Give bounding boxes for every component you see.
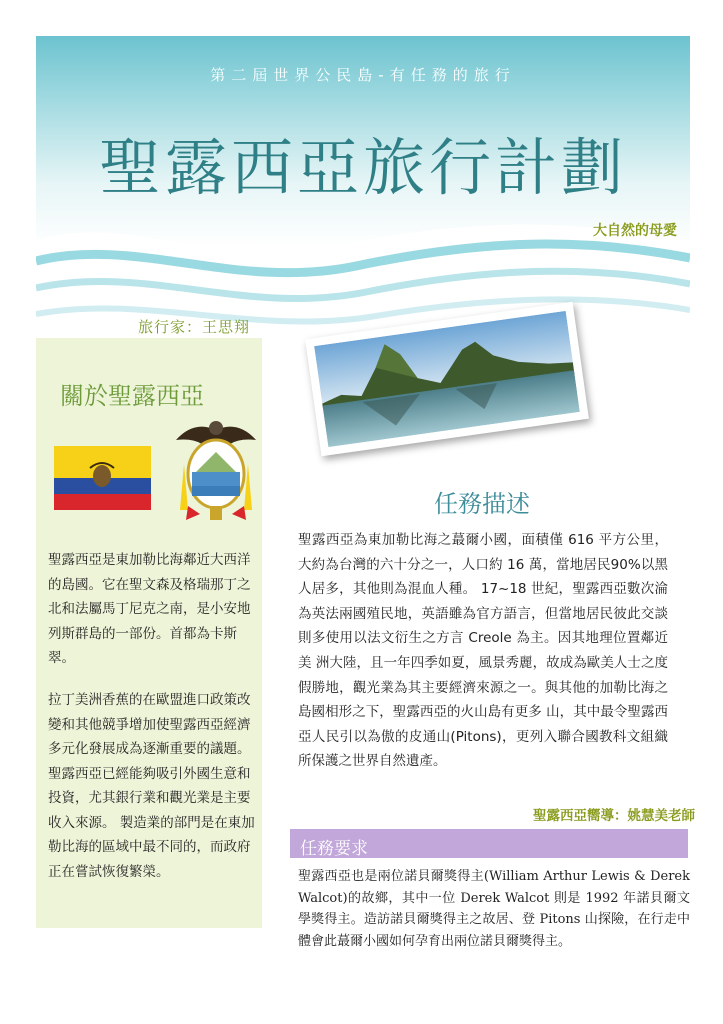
mission-description: 聖露西亞為東加勒比海之蕞爾小國，面積僅 616 平方公里，大約為台灣的六十分之一，人口約 16 萬，當地居民90%以黑人居多，其他則為混血人種。 17~18 世紀，聖露西亞數次淪為英法兩國殖民地，英語雖為官方語言，但當地居民彼此交談則多使用以法文衍生之方言 Creole 為主。因其地理位置鄰近美 洲大陸，且一年四季如夏，風景秀麗，故成為歐美人士之度假勝地，觀光業為其主要經濟來源之一。與其他的加勒比海之島國相形之下，聖露西亞的火山島有更多 山，其中最令聖露西亞人民引以為傲的皮通山(Pitons)，更列入聯合國教科文組織所保護之世界自然遺產。 [298,532,668,770]
page-title: 聖露西亞旅行計劃 [98,131,627,204]
about-heading: 關於聖露西亞 [60,382,204,410]
guide-credit: 聖露西亞嚮導：姚慧美老師 [533,808,695,824]
about-paragraph-2: 拉丁美洲香蕉的在歐盟進口政策改變和其他競爭增加使聖露西亞經濟多元化發展成為逐漸重要的議題。 聖露西亞已經能夠吸引外國生意和投資，尤其銀行業和觀光業是主要收入來源。 製造業的部門是在東加勒比海的區域中最不同的，而政府正在嘗試恢復繁榮。 [48,692,255,880]
requirements-heading: 任務要求 [300,839,368,859]
coat-of-arms-emblem [170,414,262,524]
about-paragraph-1: 聖露西亞是東加勒比海鄰近大西洋的島國。它在聖文森及格瑞那丁之北和法屬馬丁尼克之南，是小安地列斯群島的一部份。首都為卡斯翠。 [48,552,251,666]
event-subtitle: 第二屆世界公民島-有任務的旅行 [210,66,516,84]
mission-heading: 任務描述 [434,490,530,518]
flag-image [54,446,151,510]
tagline: 大自然的母愛 [593,223,677,239]
traveler-name: 旅行家：王思翔 [138,318,251,336]
requirements-text: 聖露西亞也是兩位諾貝爾獎得主(William Arthur Lewis & Derek Walcot)的故鄉，其中一位 Derek Walcot 則是 1992 年諾貝爾文學獎得主。造訪諾貝爾獎得主之故居、登 Pitons 山探險，在行走中體會此蕞爾小國如何孕育出兩位諾貝爾獎得主。 [298,869,690,949]
